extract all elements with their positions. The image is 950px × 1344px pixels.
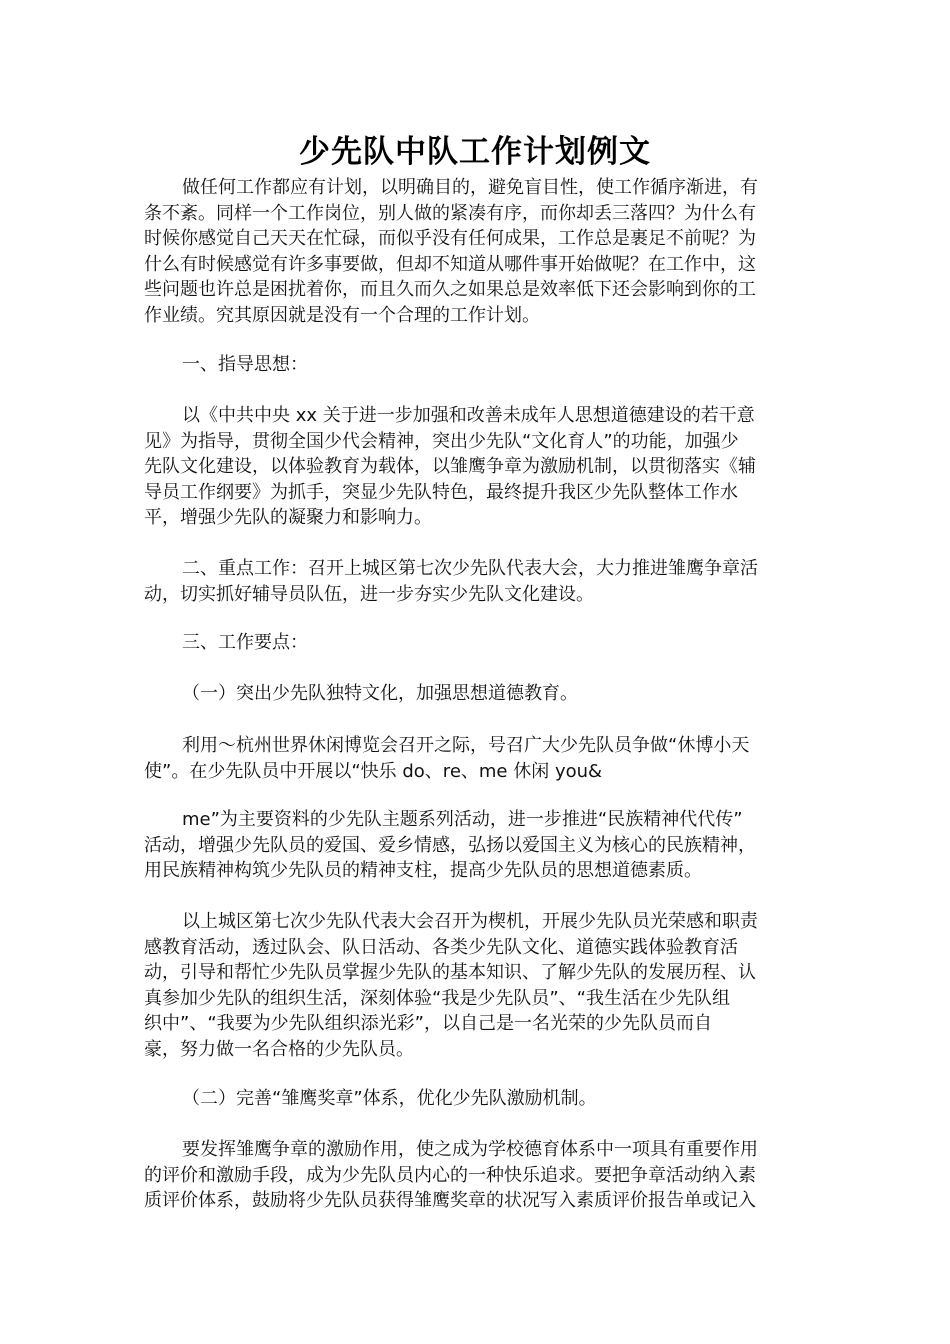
- text-line: 织中”、“我要为少先队组织添光彩”，以自己是一名光荣的少先队员而自: [144, 1013, 712, 1034]
- section-heading-work-points: [144, 630, 810, 656]
- text-line: 做任何工作都应有计划，以明确目的，避免盲目性，使工作循序渐进，有: [182, 177, 758, 198]
- text-line: me”为主要资料的少先队主题系列活动，进一步推进“民族精神代代传”: [182, 809, 743, 830]
- text-line: 动，引导和帮忙少先队员掌握少先队的基本知识、了解少先队的发展历程、认: [144, 962, 756, 983]
- paragraph-badge-incentive: [144, 1137, 810, 1214]
- text-line: 导员工作纲要》为抓手，突显少先队特色，最终提升我区少先队整体工作水: [144, 481, 738, 503]
- text-line: 质评价体系，鼓励将少先队员获得雏鹰奖章的状况写入素质评价报告单或记入: [144, 1190, 756, 1211]
- section-heading-guiding-ideology: [144, 352, 810, 378]
- heading-line: 一、指导思想：: [182, 354, 308, 375]
- text-line: 要发挥雏鹰争章的激励作用，使之成为学校德育体系中一项具有重要作用: [182, 1139, 758, 1160]
- text-line: 先队文化建设，以体验教育为载体，以雏鹰争章为激励机制，以贯彻落实《辅: [144, 456, 756, 477]
- text-line: 感教育活动，透过队会、队日活动、各类少先队文化、道德实践体验教育活: [144, 936, 738, 958]
- text-line: 时候你感觉自己天天在忙碌，而似乎没有任何成果，工作总是裹足不前呢？为: [144, 228, 756, 249]
- text-line: 豪，努力做一名合格的少先队员。: [144, 1038, 414, 1060]
- text-line: 动，切实抓好辅导员队伍，进一步夯实少先队文化建设。: [144, 583, 594, 605]
- heading-line: （二）完善“雏鹰奖章”体系，优化少先队激励机制。: [182, 1088, 597, 1109]
- paragraph-intro: [144, 175, 810, 328]
- text-line: 活动，增强少先队员的爱国、爱乡情感，弘扬以爱国主义为核心的民族精神，: [144, 834, 756, 856]
- paragraph-expo: [144, 733, 810, 784]
- text-line: 的评价和激励手段，成为少先队员内心的一种快乐追求。要把争章活动纳入素: [144, 1164, 756, 1186]
- text-line: 用民族精神构筑少先队员的精神支柱，提高少先队员的思想道德素质。: [144, 860, 702, 881]
- subsection-heading-culture: [144, 681, 810, 707]
- heading-line: 三、工作要点：: [182, 632, 308, 653]
- subsection-heading-eagle-badge: [144, 1086, 810, 1112]
- document-title: 少先队中队工作计划例文: [299, 134, 651, 170]
- paragraph-theme-activity: [144, 807, 810, 884]
- text-line: 真参加少先队的组织生活，深刻体验“我是少先队员”、“我生活在少先队组: [144, 987, 730, 1009]
- text-line: 条不紊。同样一个工作岗位，别人做的紧凑有序，而你却丢三落四？为什么有: [144, 202, 756, 224]
- text-line: 以《中共中央 xx 关于进一步加强和改善未成年人思想道德建设的若干意: [182, 405, 755, 426]
- text-line: 作业绩。究其原因就是没有一个合理的工作计划。: [144, 304, 540, 326]
- text-line: 使”。在少先队员中开展以“快乐 do、re、me 休闲 you&: [144, 760, 603, 782]
- text-line: 些问题也许总是困扰着你，而且久而久之如果总是效率低下还会影响到你的工: [144, 279, 756, 300]
- text-line: 什么有时候感觉有许多事要做，但却不知道从哪件事开始做呢？在工作中，这: [144, 253, 756, 275]
- paragraph-congress: [144, 909, 810, 1062]
- paragraph-key-work: [144, 556, 810, 607]
- text-line: 二、重点工作：召开上城区第七次少先队代表大会，大力推进雏鹰争章活: [182, 558, 758, 579]
- text-line: 见》为指导，贯彻全国少代会精神，突出少先队“文化育人”的功能，加强少: [144, 430, 739, 452]
- text-line: 利用～杭州世界休闲博览会召开之际，号召广大少先队员争做“休博小天: [182, 735, 750, 756]
- text-line: 以上城区第七次少先队代表大会召开为楔机，开展少先队员光荣感和职责: [182, 911, 758, 932]
- paragraph-guiding-ideology: [144, 403, 810, 531]
- text-line: 平，增强少先队的凝聚力和影响力。: [144, 507, 432, 528]
- heading-line: （一）突出少先队独特文化，加强思想道德教育。: [182, 683, 578, 704]
